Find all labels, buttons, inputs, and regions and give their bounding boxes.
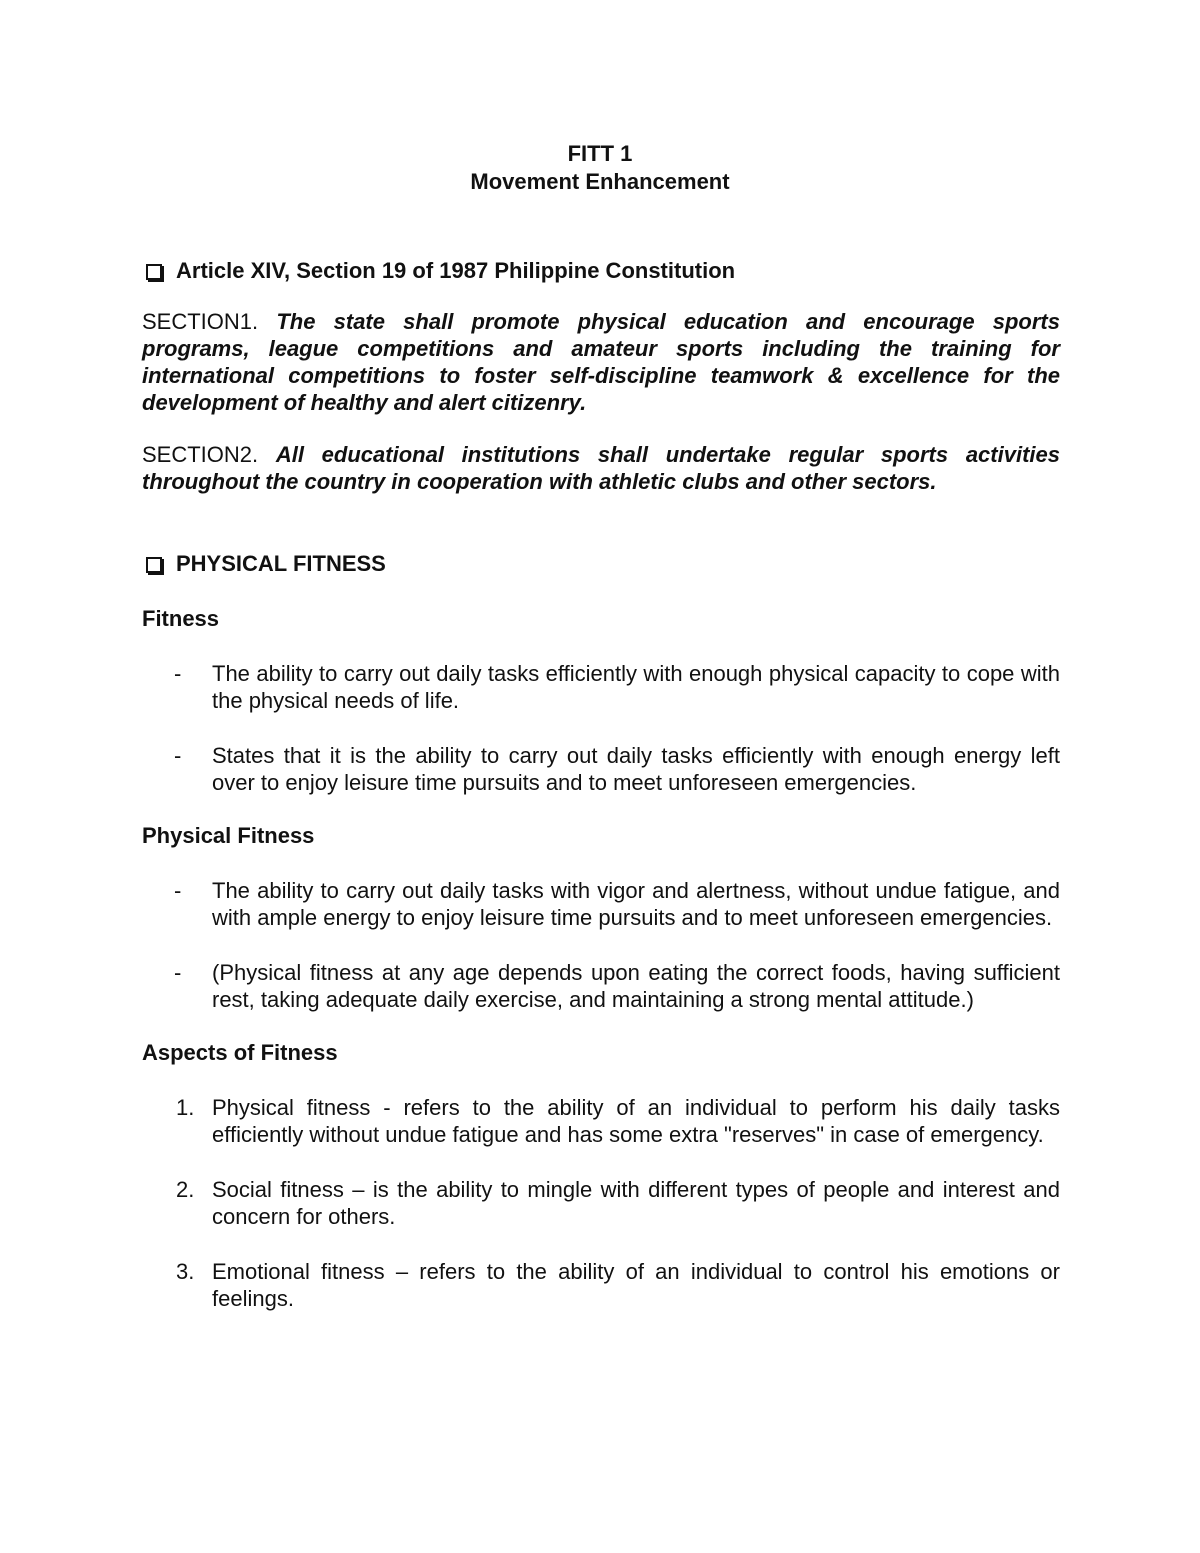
list-number: 3. — [176, 1259, 195, 1284]
list-number: 1. — [176, 1095, 195, 1120]
title-block — [140, 140, 1060, 196]
list-item — [142, 1094, 1060, 1148]
dash-marker: - — [174, 960, 182, 985]
list-item-text: (Physical fitness at any age depends upon eating the correct foods, having sufficient rest, taking adequate daily exercise, and maintaining a strong mental attitude.) — [212, 960, 1060, 1012]
list-item — [142, 742, 1060, 796]
document-page — [142, 140, 1060, 1312]
section-2-text: All educational institutions shall undertake regular sports activities throughout the country in cooperation with athletic clubs and other sectors. — [142, 442, 1060, 494]
list-item-text: Social fitness – is the ability to mingle with different types of people and interest and concern for others. — [212, 1177, 1060, 1229]
dash-marker: - — [174, 878, 182, 903]
section-2-label: SECTION2. — [142, 442, 259, 467]
document-title: FITT 1 — [567, 141, 633, 166]
article-heading-text: Article XIV, Section 19 of 1987 Philippine Constitution — [176, 258, 736, 283]
list-item — [142, 1258, 1060, 1312]
document-subtitle: Movement Enhancement — [470, 169, 730, 194]
checkbox-icon — [146, 557, 162, 573]
list-item — [142, 877, 1060, 931]
article-heading — [146, 258, 1060, 284]
section-1-text: The state shall promote physical education and encourage sports programs, league competitions and amateur sports including the training for international competitions to foster self-discipline teamwork & excellence for the development of healthy and alert citizenry. — [142, 309, 1060, 415]
list-item — [142, 959, 1060, 1013]
physical-fitness-heading-text: PHYSICAL FITNESS — [176, 551, 386, 576]
list-item — [142, 1176, 1060, 1230]
section-1-label: SECTION1. — [142, 309, 259, 334]
physical-fitness-list — [142, 877, 1060, 1013]
list-item — [142, 660, 1060, 714]
fitness-subheading: Fitness — [142, 606, 220, 631]
list-item-text: States that it is the ability to carry out daily tasks efficiently with enough energy left over to enjoy leisure time pursuits and to meet unforeseen emergencies. — [212, 743, 1060, 795]
fitness-list — [142, 660, 1060, 796]
aspects-list — [142, 1094, 1060, 1312]
list-item-text: Emotional fitness – refers to the ability of an individual to control his emotions or feelings. — [212, 1259, 1060, 1311]
section-1-paragraph — [142, 308, 1060, 416]
checkbox-icon — [146, 264, 162, 280]
list-number: 2. — [176, 1177, 195, 1202]
dash-marker: - — [174, 743, 182, 768]
physical-fitness-heading — [146, 551, 1060, 577]
list-item-text: The ability to carry out daily tasks efficiently with enough physical capacity to cope with the physical needs of life. — [212, 661, 1060, 713]
physical-fitness-subheading: Physical Fitness — [142, 823, 315, 848]
aspects-subheading: Aspects of Fitness — [142, 1040, 338, 1065]
list-item-text: The ability to carry out daily tasks with vigor and alertness, without undue fatigue, and with ample energy to enjoy leisure time pursuits and to meet unforeseen emergencies. — [212, 878, 1060, 930]
dash-marker: - — [174, 661, 182, 686]
list-item-text: Physical fitness - refers to the ability of an individual to perform his daily tasks efficiently without undue fatigue and has some extra "reserves" in case of emergency. — [212, 1095, 1060, 1147]
section-2-paragraph — [142, 441, 1060, 495]
